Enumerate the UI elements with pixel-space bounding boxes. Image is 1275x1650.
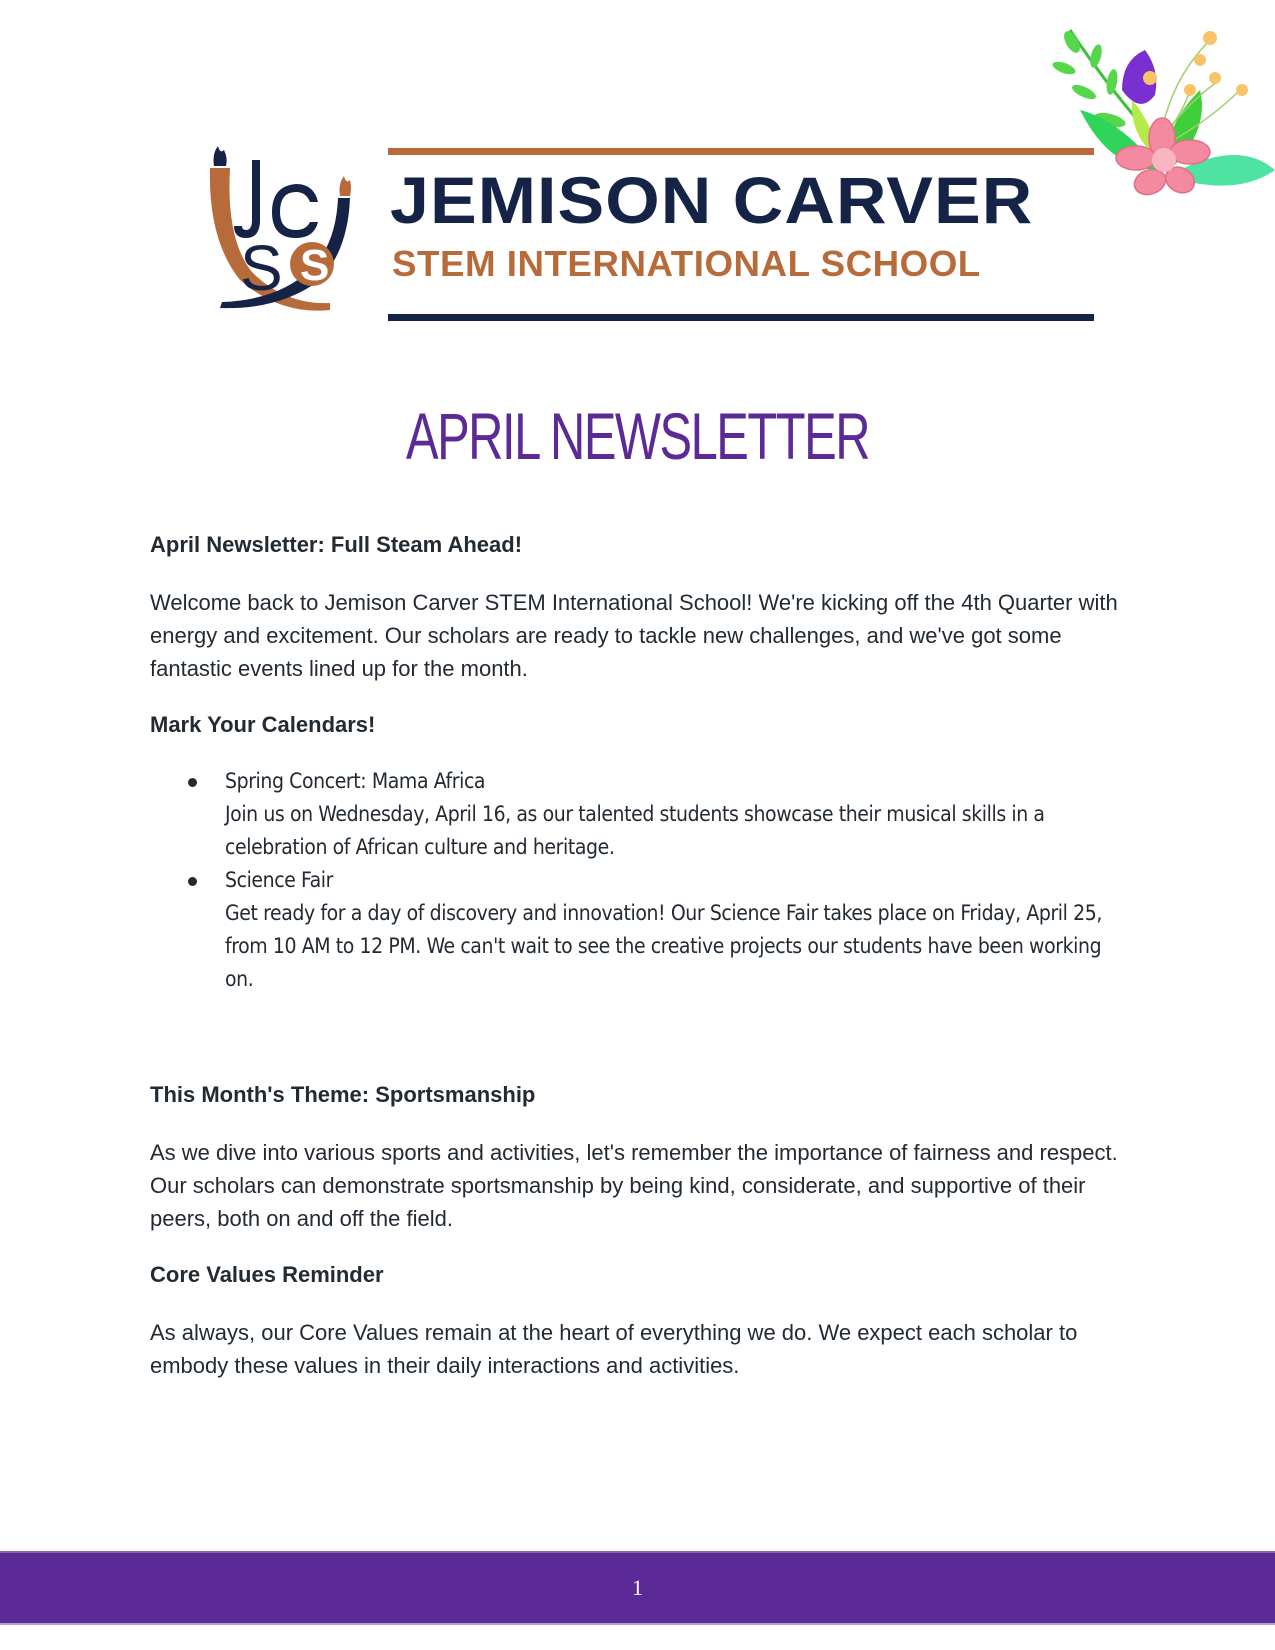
event-description: Get ready for a day of discovery and innovation! Our Science Fair takes place on Friday, April 25, from 10 AM to 12 PM. We can't wait to see the creative projects our students have been working on. [225, 901, 1102, 991]
calendar-heading: Mark Your Calendars! [150, 712, 376, 737]
bullet-icon [188, 778, 197, 787]
event-title: Science Fair [225, 868, 333, 892]
intro-heading: April Newsletter: Full Steam Ahead! [150, 532, 523, 557]
flower-bouquet-icon [1050, 20, 1275, 205]
svg-text:S: S [240, 232, 283, 304]
theme-paragraph: As we dive into various sports and activities, let's remember the importance of fairness and respect. Our scholars can demonstrate sportsmanship by being kind, considerate, and supportive of their peers, both on and off the field. [150, 1140, 1118, 1231]
event-item [150, 864, 1125, 996]
jcss-monogram-icon [200, 140, 370, 325]
logo-title: JEMISON CARVER [390, 163, 1034, 237]
logo-top-rule [388, 148, 1094, 155]
bullet-icon [188, 877, 197, 886]
page-number: 1 [632, 1575, 643, 1600]
event-title: Spring Concert: Mama Africa [225, 769, 486, 793]
core-values-paragraph: As always, our Core Values remain at the heart of everything we do. We expect each scholar to embody these values in their daily interactions and activities. [150, 1320, 1078, 1378]
page-footer [0, 1551, 1275, 1625]
logo-bottom-rule [388, 314, 1094, 321]
page-title: APRIL NEWSLETTER [405, 399, 870, 473]
event-description: Join us on Wednesday, April 16, as our talented students showcase their musical skills in a celebration of African culture and heritage. [225, 802, 1045, 859]
event-item [150, 765, 1125, 864]
core-values-heading: Core Values Reminder [150, 1262, 384, 1287]
svg-text:S: S [300, 241, 330, 290]
events-list [150, 765, 1125, 996]
theme-heading: This Month's Theme: Sportsmanship [150, 1082, 536, 1107]
logo-subtitle: STEM INTERNATIONAL SCHOOL [392, 243, 981, 284]
intro-paragraph: Welcome back to Jemison Carver STEM International School! We're kicking off the 4th Quarter with energy and excitement. Our scholars are ready to tackle new challenges, and we've got some fantastic events lined up for the month. [150, 590, 1118, 681]
school-logo [200, 140, 1100, 330]
